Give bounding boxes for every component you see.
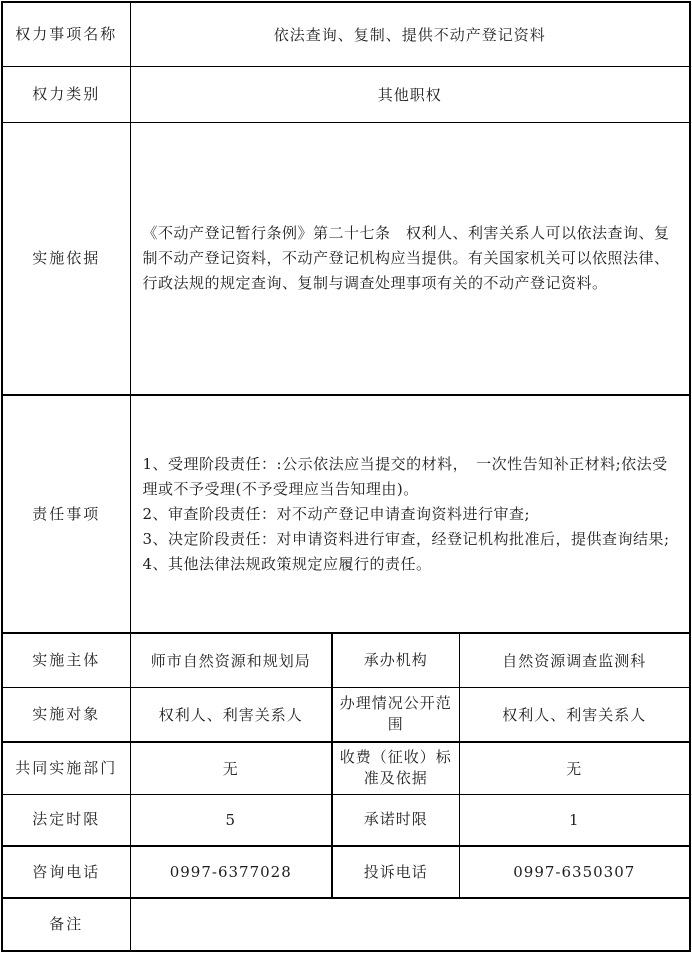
row-implementing-body xyxy=(2,633,690,687)
label-disclosure-scope: 办理情况公开范围 xyxy=(332,687,459,742)
value-implementation-basis: 《不动产登记暂行条例》第二十七条 权利人、利害关系人可以依法查询、复制不动产登记资料，不动产登记机构应当提供。有关国家机关可以依照法律、行政法规的规定查询、复制与调查处理事项有关的不动产登记资料。 xyxy=(130,122,690,395)
value-responsibility-items xyxy=(130,395,690,633)
label-power-category: 权力类别 xyxy=(2,66,130,122)
value-consultation-phone: 0997-6377028 xyxy=(130,846,332,898)
row-statutory-time-limit xyxy=(2,794,690,846)
responsibility-line-4: 4、其他法律法规政策规定应履行的责任。 xyxy=(142,554,432,573)
responsibility-line-2: 2、审查阶段责任：对不动产登记申请查询资料进行审查; xyxy=(142,504,531,523)
responsibility-line-1: 1、受理阶段责任：:公示依法应当提交的材料， 一次性告知补正材料;依法受理或不予受理(不予受理应当告知理由)。 xyxy=(142,454,668,498)
value-joint-implementation-dept: 无 xyxy=(130,742,332,794)
value-implementing-body: 师市自然资源和规划局 xyxy=(130,633,332,687)
value-statutory-time-limit: 5 xyxy=(130,794,332,846)
row-power-item-name xyxy=(2,2,690,66)
value-promised-time-limit: 1 xyxy=(459,794,690,846)
label-fee-standard: 收费（征收）标准及依据 xyxy=(332,742,459,794)
row-implementation-basis xyxy=(2,122,690,395)
power-matter-table xyxy=(1,1,691,952)
label-promised-time-limit: 承诺时限 xyxy=(332,794,459,846)
row-responsibility-items xyxy=(2,395,690,633)
value-undertaking-agency: 自然资源调查监测科 xyxy=(459,633,690,687)
value-complaint-phone: 0997-6350307 xyxy=(459,846,690,898)
row-remarks xyxy=(2,898,690,951)
row-joint-implementation-dept xyxy=(2,742,690,794)
label-statutory-time-limit: 法定时限 xyxy=(2,794,130,846)
label-complaint-phone: 投诉电话 xyxy=(332,846,459,898)
row-implementation-target xyxy=(2,687,690,742)
value-power-item-name: 依法查询、复制、提供不动产登记资料 xyxy=(130,2,690,66)
label-remarks: 备注 xyxy=(2,898,130,951)
value-power-category: 其他职权 xyxy=(130,66,690,122)
label-power-item-name: 权力事项名称 xyxy=(2,2,130,66)
label-implementation-target: 实施对象 xyxy=(2,687,130,742)
row-consultation-phone xyxy=(2,846,690,898)
label-undertaking-agency: 承办机构 xyxy=(332,633,459,687)
row-power-category xyxy=(2,66,690,122)
label-consultation-phone: 咨询电话 xyxy=(2,846,130,898)
value-disclosure-scope: 权利人、利害关系人 xyxy=(459,687,690,742)
label-implementation-basis: 实施依据 xyxy=(2,122,130,395)
responsibility-line-3: 3、决定阶段责任：对申请资料进行审查，经登记机构批准后，提供查询结果; xyxy=(142,529,670,548)
label-joint-implementation-dept: 共同实施部门 xyxy=(2,742,130,794)
value-implementation-target: 权利人、利害关系人 xyxy=(130,687,332,742)
label-implementing-body: 实施主体 xyxy=(2,633,130,687)
value-remarks xyxy=(130,898,690,951)
value-fee-standard: 无 xyxy=(459,742,690,794)
label-responsibility-items: 责任事项 xyxy=(2,395,130,633)
